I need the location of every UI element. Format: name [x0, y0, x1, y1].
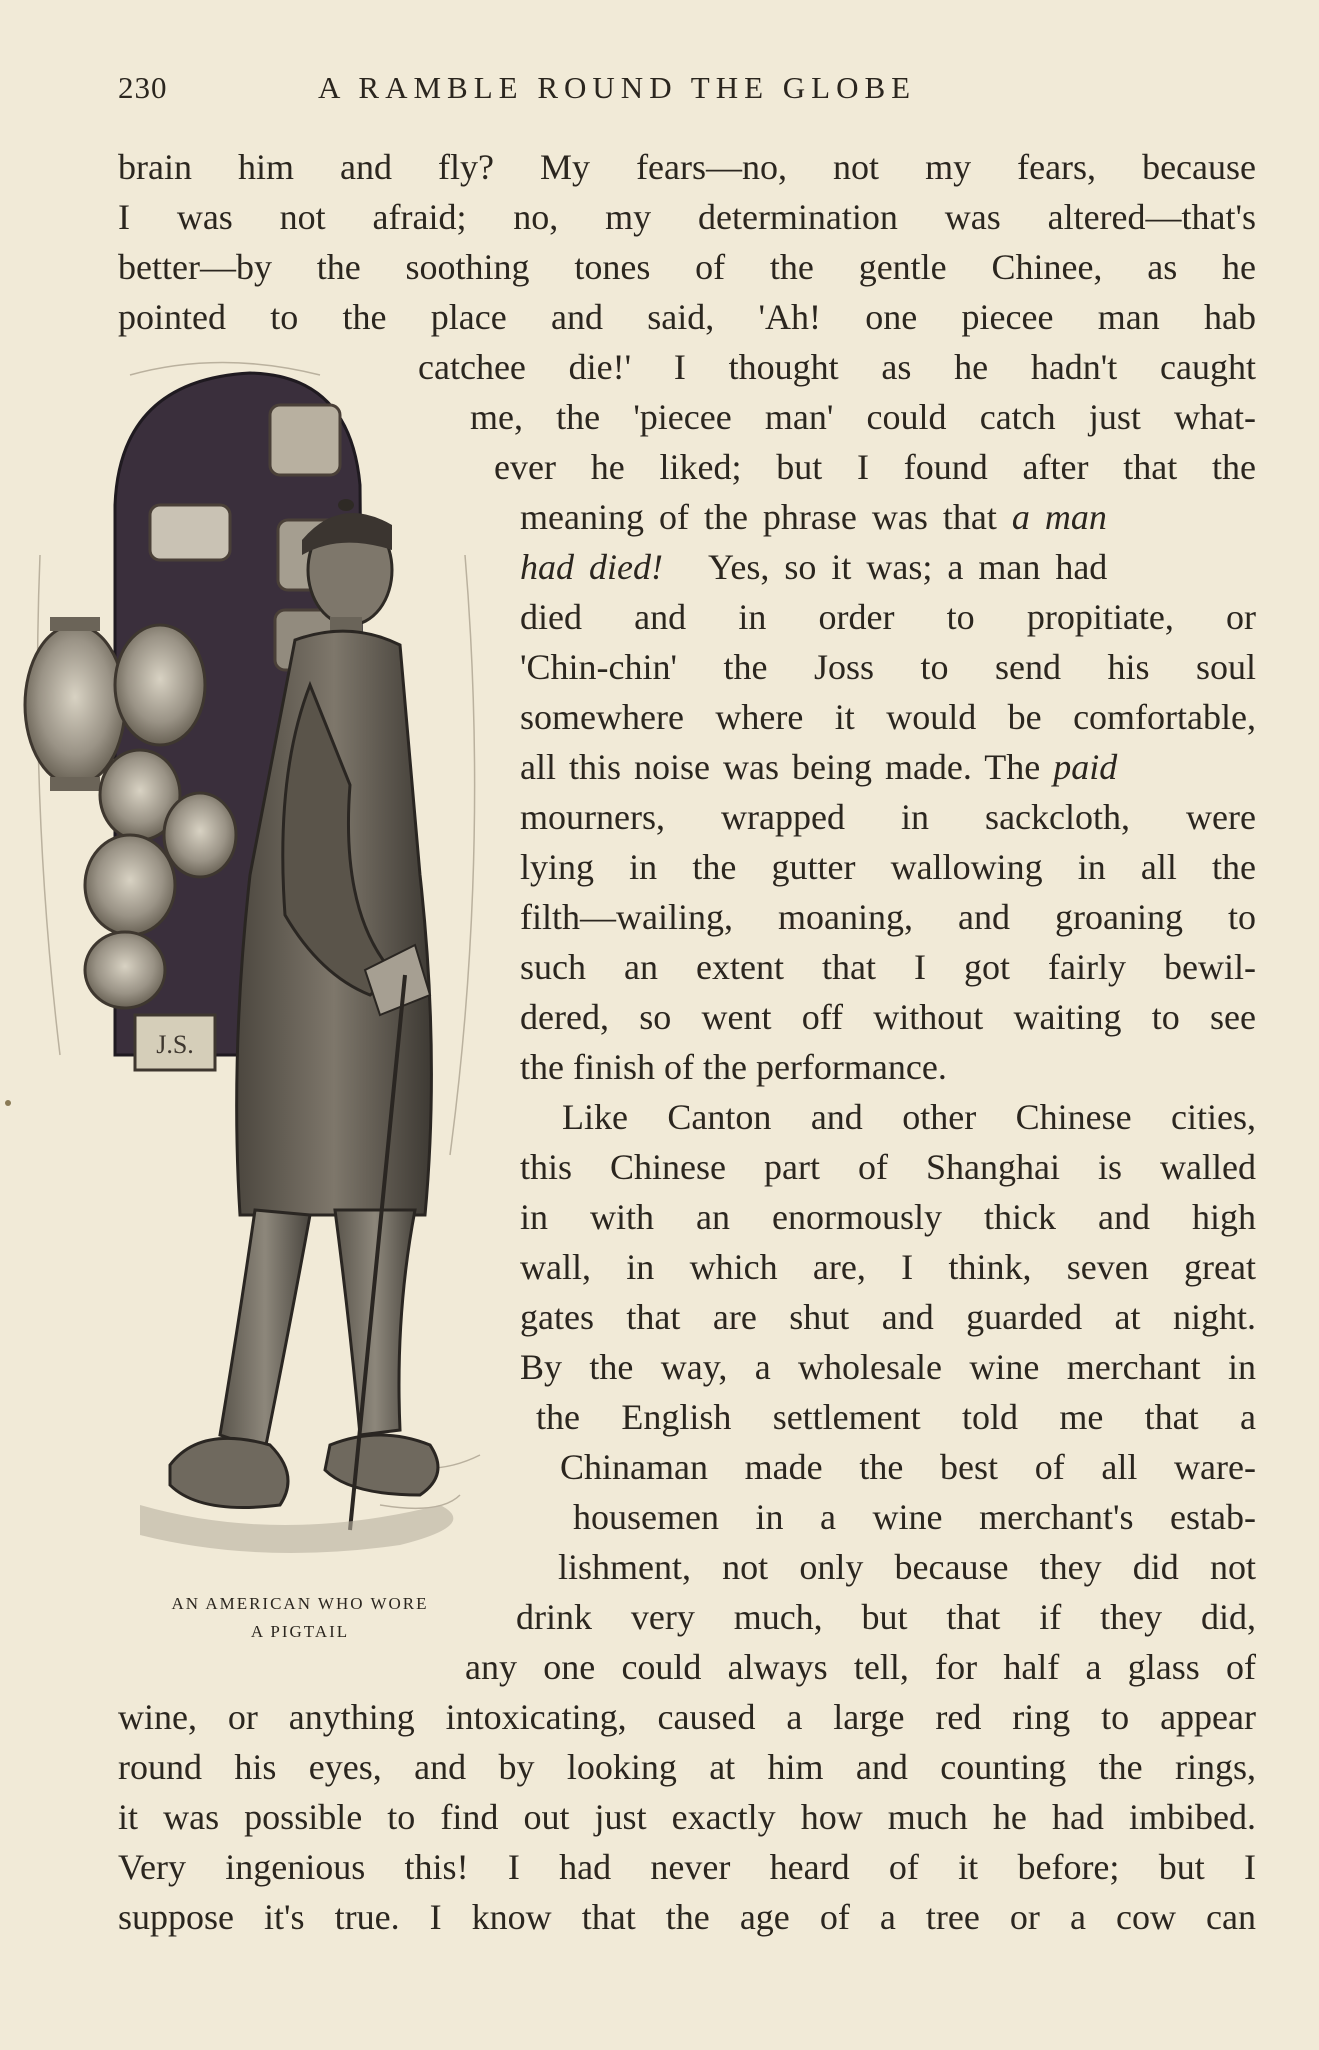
- text-line: any one could always tell, for half a glass of: [465, 1647, 1256, 1687]
- text-line: By the way, a wholesale wine merchant in: [520, 1347, 1256, 1387]
- small-sign: [135, 1015, 215, 1070]
- running-head: [118, 70, 1258, 114]
- text-line: suppose it's true. I know that the age of a tree or a cow can: [118, 1897, 1256, 1937]
- text-line: [520, 745, 1256, 789]
- text-line: Very ingenious this! I had never heard of it before; but I: [118, 1847, 1256, 1887]
- text-line: Like Canton and other Chinese cities,: [562, 1097, 1256, 1137]
- text-line: brain him and fly? My fears—no, not my fears, because: [118, 147, 1256, 187]
- text-line: somewhere where it would be comfortable,: [520, 697, 1256, 737]
- text-line: ever he liked; but I found after that the: [494, 447, 1256, 487]
- text-line: round his eyes, and by looking at him and counting the rings,: [118, 1747, 1256, 1787]
- text-line: the finish of the performance.: [520, 1047, 947, 1087]
- italic-phrase: paid: [1053, 747, 1118, 787]
- text-fragment: Yes, so it was; a man had: [707, 547, 1108, 587]
- text-line: in with an enormously thick and high: [520, 1197, 1256, 1237]
- ground-shadow: [140, 1505, 453, 1553]
- text-line: [520, 545, 1256, 589]
- caption-line-2: A PIGTAIL: [250, 1622, 350, 1641]
- text-line: wall, in which are, I think, seven great: [520, 1247, 1256, 1287]
- sign-text: J.S.: [156, 1030, 194, 1059]
- text-line: better—by the soothing tones of the gentle Chinee, as he: [118, 247, 1256, 287]
- italic-phrase: a man: [1011, 497, 1107, 537]
- text-line: catchee die!' I thought as he hadn't caught: [418, 347, 1256, 387]
- text-fragment: all this noise was being made. The: [520, 747, 1041, 787]
- text-line: gates that are shut and guarded at night.: [520, 1297, 1256, 1337]
- text-line: died and in order to propitiate, or: [520, 597, 1256, 637]
- text-line: lying in the gutter wallowing in all the: [520, 847, 1256, 887]
- text-line: housemen in a wine merchant's estab-: [573, 1497, 1256, 1537]
- text-line: mourners, wrapped in sackcloth, were: [520, 797, 1256, 837]
- running-title: A RAMBLE ROUND THE GLOBE: [318, 70, 917, 105]
- text-line: lishment, not only because they did not: [558, 1547, 1256, 1587]
- text-line: dered, so went off without waiting to see: [520, 997, 1256, 1037]
- illustration: [20, 355, 540, 1575]
- text-line: 'Chin-chin' the Joss to send his soul: [520, 647, 1256, 687]
- text-line: I was not afraid; no, my determination was altered—that's: [118, 197, 1256, 237]
- text-line: [520, 495, 1256, 539]
- illustration-svg: [20, 355, 540, 1575]
- text-line: pointed to the place and said, 'Ah! one piecee man hab: [118, 297, 1256, 337]
- text-line: wine, or anything intoxicating, caused a large red ring to appear: [118, 1697, 1256, 1737]
- text-line: this Chinese part of Shanghai is walled: [520, 1147, 1256, 1187]
- text-line: filth—wailing, moaning, and groaning to: [520, 897, 1256, 937]
- margin-speck: [5, 1100, 11, 1106]
- text-line: the English settlement told me that a: [536, 1397, 1256, 1437]
- text-line: it was possible to find out just exactly how much he had imbibed.: [118, 1797, 1256, 1837]
- text-line: such an extent that I got fairly bewil-: [520, 947, 1256, 987]
- italic-phrase: had died!: [520, 547, 663, 587]
- page-number: 230: [118, 70, 168, 105]
- text-fragment: meaning of the phrase was that: [520, 497, 997, 537]
- text-line: drink very much, but that if they did,: [516, 1597, 1256, 1637]
- caption-line-1: AN AMERICAN WHO WORE: [171, 1594, 429, 1613]
- text-line: Chinaman made the best of all ware-: [560, 1447, 1256, 1487]
- figure-caption: [140, 1590, 460, 1646]
- text-line: me, the 'piecee man' could catch just what-: [470, 397, 1256, 437]
